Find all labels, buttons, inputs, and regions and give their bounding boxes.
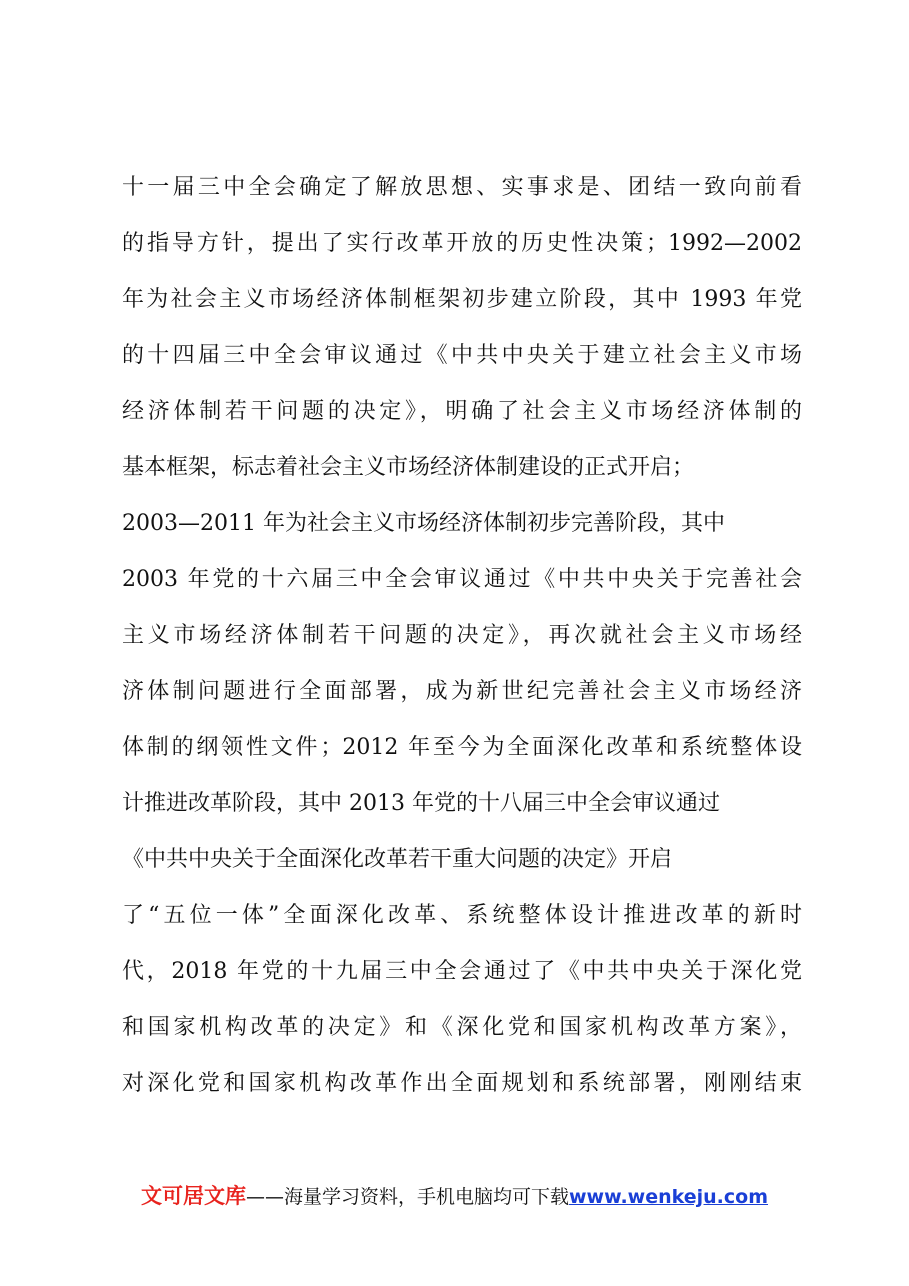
text-line: 2003—2011 年为社会主义市场经济体制初步完善阶段，其中 — [122, 511, 725, 536]
text-line: 和国家机构改革的决定》和《深化党和国家机构改革方案》， — [122, 1015, 802, 1040]
website-link[interactable]: www.wenkeju.com — [569, 1186, 769, 1208]
text-line: 对深化党和国家机构改革作出全面规划和系统部署，刚刚结束 — [122, 1071, 802, 1096]
text-line: 代，2018 年党的十九届三中全会通过了《中共中央关于深化党 — [122, 959, 802, 984]
footer-banner — [0, 1180, 909, 1213]
text-line: 了“五位一体”全面深化改革、系统整体设计推进改革的新时 — [122, 903, 802, 928]
text-line: 经济体制若干问题的决定》，明确了社会主义市场经济体制的 — [122, 399, 802, 424]
footer-tagline: ——海量学习资料，手机电脑均可下载 — [245, 1186, 569, 1208]
text-line: 《中共中央关于全面深化改革若干重大问题的决定》开启 — [122, 847, 673, 872]
text-line: 体制的纲领性文件；2012 年至今为全面深化改革和系统整体设 — [122, 735, 802, 760]
text-line: 基本框架，标志着社会主义市场经济体制建设的正式开启； — [122, 455, 695, 480]
text-line: 的指导方针，提出了实行改革开放的历史性决策；1992—2002 — [122, 231, 802, 256]
text-line: 十一届三中全会确定了解放思想、实事求是、团结一致向前看 — [122, 175, 802, 200]
body-text — [122, 160, 802, 1112]
text-line: 主义市场经济体制若干问题的决定》，再次就社会主义市场经 — [122, 623, 802, 648]
text-line: 的十四届三中全会审议通过《中共中央关于建立社会主义市场 — [122, 343, 802, 368]
text-line: 2003 年党的十六届三中全会审议通过《中共中央关于完善社会 — [122, 567, 802, 592]
brand-name: 文可居文库 — [140, 1184, 246, 1208]
text-line: 年为社会主义市场经济体制框架初步建立阶段，其中 1993 年党 — [122, 287, 802, 312]
text-line: 济体制问题进行全面部署，成为新世纪完善社会主义市场经济 — [122, 679, 802, 704]
text-line: 计推进改革阶段，其中 2013 年党的十八届三中全会审议通过 — [122, 791, 720, 816]
